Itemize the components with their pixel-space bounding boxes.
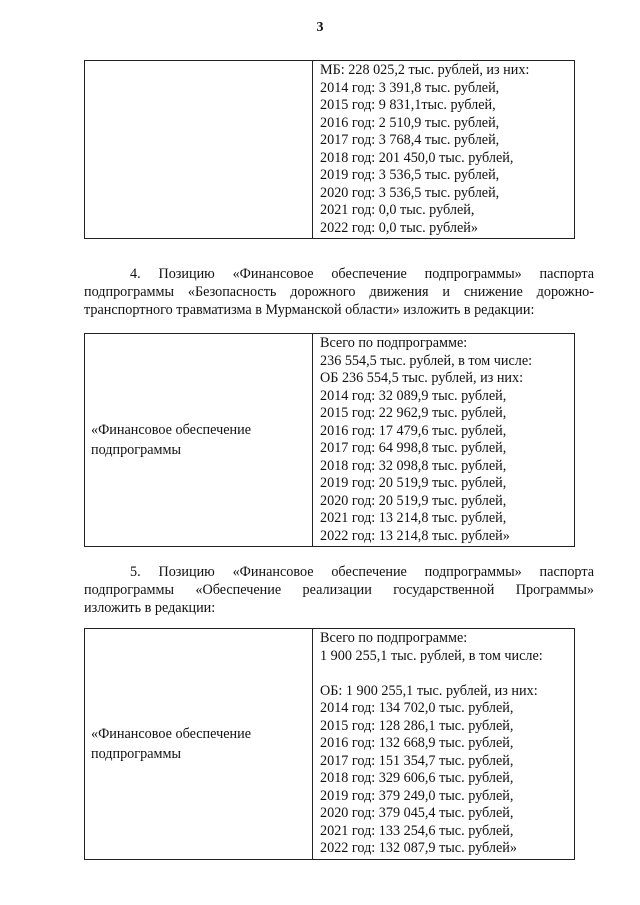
table1-line: 2022 год: 0,0 тыс. рублей» [320, 219, 478, 236]
table3-line: ОБ: 1 900 255,1 тыс. рублей, из них: [320, 682, 538, 699]
table2-label-line: «Финансовое обеспечение [91, 422, 252, 438]
table1-line: 2014 год: 3 391,8 тыс. рублей, [320, 79, 500, 96]
paragraph-5-line: подпрограммы «Обеспечение реализации государственной Программы» [84, 582, 594, 598]
funding-table-road-safety [84, 333, 575, 547]
table2-line: 2017 год: 64 998,8 тыс. рублей, [320, 440, 507, 456]
table2-line: 2020 год: 20 519,9 тыс. рублей, [320, 492, 507, 509]
table1-values-cell [313, 61, 575, 239]
table2-values-cell [313, 334, 575, 547]
paragraph-5 [84, 563, 594, 617]
table1-line: 2019 год: 3 536,5 тыс. рублей, [320, 167, 500, 183]
table3-line: 2015 год: 128 286,1 тыс. рублей, [320, 717, 514, 734]
table2-line: 2019 год: 20 519,9 тыс. рублей, [320, 475, 507, 491]
table3-label-line: «Финансовое обеспечение [91, 725, 252, 742]
table3-label-cell [85, 629, 313, 860]
table3-line: 1 900 255,1 тыс. рублей, в том числе: [320, 647, 543, 664]
table2-line: 2021 год: 13 214,8 тыс. рублей, [320, 510, 507, 526]
funding-table-program-support [84, 628, 575, 860]
table1-line: 2018 год: 201 450,0 тыс. рублей, [320, 149, 514, 166]
table1-line: 2020 год: 3 536,5 тыс. рублей, [320, 184, 500, 201]
table2-line: 236 554,5 тыс. рублей, в том числе: [320, 352, 533, 369]
table3-values-cell [313, 629, 575, 860]
table1-line: 2016 год: 2 510,9 тыс. рублей, [320, 114, 500, 131]
table2-label-line: подпрограммы [91, 442, 181, 458]
table2-line: Всего по подпрограмме: [320, 335, 468, 351]
table3-line: 2021 год: 133 254,6 тыс. рублей, [320, 822, 514, 839]
table3-label-line: подпрограммы [91, 745, 181, 762]
paragraph-4-line: транспортного травматизма в Мурманской области» изложить в редакции: [84, 302, 535, 318]
table2-line: 2022 год: 13 214,8 тыс. рублей» [320, 527, 510, 544]
table3-line: 2017 год: 151 354,7 тыс. рублей, [320, 752, 514, 769]
table1-line: 2017 год: 3 768,4 тыс. рублей, [320, 132, 500, 148]
table3-line: 2014 год: 134 702,0 тыс. рублей, [320, 700, 514, 716]
table1-line: 2021 год: 0,0 тыс. рублей, [320, 202, 475, 218]
paragraph-5-line: 5. Позицию «Финансовое обеспечение подпрограммы» паспорта [130, 564, 594, 580]
table1-line: МБ: 228 025,2 тыс. рублей, из них: [320, 62, 530, 78]
table3-line: 2019 год: 379 249,0 тыс. рублей, [320, 787, 514, 804]
paragraph-4-line: 4. Позицию «Финансовое обеспечение подпрограммы» паспорта [130, 266, 594, 282]
funding-table-continued [84, 60, 575, 239]
table3-blank-line [320, 665, 570, 683]
table3-line: 2018 год: 329 606,6 тыс. рублей, [320, 770, 514, 786]
table1-line: 2015 год: 9 831,1тыс. рублей, [320, 97, 496, 113]
table3-line: 2022 год: 132 087,9 тыс. рублей» [320, 840, 517, 856]
table2-line: 2014 год: 32 089,9 тыс. рублей, [320, 387, 507, 404]
table2-line: 2015 год: 22 962,9 тыс. рублей, [320, 405, 507, 421]
table2-line: 2016 год: 17 479,6 тыс. рублей, [320, 422, 507, 439]
table3-line: Всего по подпрограмме: [320, 630, 468, 646]
table3-line: 2016 год: 132 668,9 тыс. рублей, [320, 735, 514, 751]
table2-line: 2018 год: 32 098,8 тыс. рублей, [320, 457, 507, 474]
paragraph-4-line: подпрограммы «Безопасность дорожного движения и снижение дорожно- [84, 284, 594, 300]
page-number: 3 [316, 20, 324, 35]
table3-line: 2020 год: 379 045,4 тыс. рублей, [320, 805, 514, 821]
table2-label-cell [85, 334, 313, 547]
table2-line: ОБ 236 554,5 тыс. рублей, из них: [320, 370, 524, 386]
paragraph-5-line: изложить в редакции: [84, 600, 216, 616]
paragraph-4 [84, 265, 594, 319]
table1-label-cell [85, 61, 313, 239]
